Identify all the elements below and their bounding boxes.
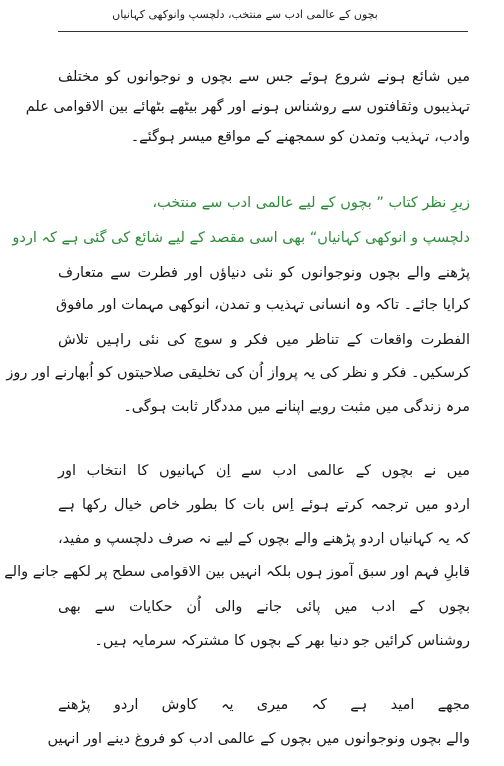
text-line: والے بچوں ونوجوانوں میں بچوں کے عالمی ادب کو فروغ دینے اور انہیں (47, 731, 470, 747)
text-line: مرہ زندگی میں مثبت رویے اپنانے میں مددگار ثابت ہوگی۔ (123, 399, 470, 415)
book-title-line: زیرِ نظر کتاب ” بچوں کے لیے عالمی ادب سے منتخب، (152, 195, 470, 211)
text-line: وادب، تہذیب وتمدن کو سمجھنے کے مواقع میسر ہوگئے۔ (130, 129, 470, 145)
header-divider (58, 31, 468, 32)
text-line: مجھے امید ہے کہ میری یہ کاوش اردو پڑھنے (58, 697, 470, 713)
text-line: بچوں کے ادب میں پائی جانے والی اُن حکایات سے بھی (58, 599, 470, 615)
text-line: کرسکیں۔ فکر و نظر کی یہ پرواز اُن کی تخلیقی صلاحیتوں کو اُبھارنے اور روز (6, 365, 470, 381)
text-line: اردو میں ترجمہ کرتے ہوئے اِس بات کا بطور خاص خیال رکھا ہے (58, 497, 470, 513)
text-line: قابلِ فہم اور سبق آموز ہوں بلکہ انہیں بین الاقوامی سطح پر لکھے جانے والے (4, 564, 470, 580)
text-line: پڑھنے والے بچوں ونوجوانوں کو نئی دنیاؤں اور فطرت سے متعارف (58, 265, 470, 281)
text-line: کرایا جائے۔ تاکہ وہ انسانی تہذیب و تمدن، انوکھی مہمات اور مافوق (56, 297, 470, 313)
text-line: میں شائع ہونے شروع ہوئے جس سے بچوں و نوجوانوں کو مختلف (58, 69, 470, 85)
text-line: دلچسپ و انوکھی کہانیاں“ بھی اسی مقصد کے لیے شائع کی گئی ہے کہ اردو (12, 230, 470, 246)
text-line: میں نے بچوں کے عالمی ادب سے اِن کہانیوں کا انتخاب اور (58, 463, 470, 479)
text-line: کہ یہ کہانیاں اردو پڑھنے والے بچوں کے لیے نہ صرف دلچسپ و مفید، (58, 531, 470, 547)
running-header: بچوں کے عالمی ادب سے منتخب، دلچسپ وانوکھی کہانیاں (112, 8, 378, 21)
text-line: تہذیبوں وثقافتوں سے روشناس ہونے اور گھر بیٹھے بٹھائے بین الاقوامی علم (25, 99, 470, 115)
text-line: الفطرت واقعات کے تناظر میں فکر و سوچ کی نئی راہیں تلاش (58, 332, 470, 348)
text-line: روشناس کرائیں جو دنیا بھر کے بچوں کا مشترکہ سرمایہ ہیں۔ (94, 633, 470, 649)
